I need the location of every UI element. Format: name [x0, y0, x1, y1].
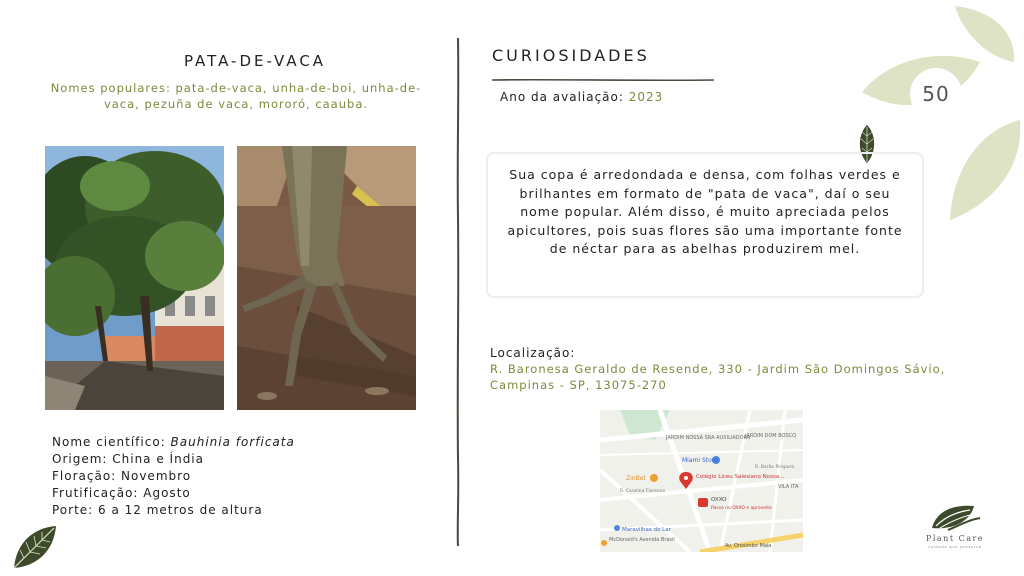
map-label: ZinBet	[626, 475, 646, 482]
popular-names: Nomes populares: pata-de-vaca, unha-de-boi, unha-de-vaca, pezuña de vaca, mororó, caauba.	[50, 81, 422, 111]
curiosities-title: CURIOSIDADES	[492, 46, 650, 65]
leaf-icon	[10, 522, 60, 576]
brand-logo-icon	[930, 502, 982, 536]
size-row: Porte: 6 a 12 metros de altura	[52, 503, 263, 517]
tree-trunk-photo	[237, 146, 416, 410]
fruiting-row: Frutificação: Agosto	[52, 486, 191, 500]
curiosity-text: Sua copa é arredondada e densa, com folhas verdes e brilhantes em formato de "pata de vaca", daí o seu nome popular. Além disso, é muito apreciada pelos apicultores, pois suas flores são uma importante fonte de néctar para as abelhas produzirem mel.	[507, 167, 903, 256]
map-label: VILA ITA	[778, 484, 799, 490]
map-label: JARDIM DOM BOSCO	[745, 433, 797, 439]
evaluation-year	[500, 90, 663, 104]
map-label: McDonald's Avenida Brasil	[609, 537, 675, 543]
origin-row: Origem: China e Índia	[52, 452, 204, 466]
map-label: R. Barão Pirapora	[755, 465, 795, 470]
scientific-name-value: Bauhinia forficata	[170, 435, 295, 449]
map-label: Maravilhas do Lar	[622, 527, 671, 533]
location-label: Localização:	[490, 346, 576, 360]
brand-tagline: cuidado que preserva	[927, 545, 983, 549]
page-divider	[456, 38, 460, 546]
tree-canopy-photo	[45, 146, 224, 410]
evaluation-year-value: 2023	[628, 90, 664, 104]
page-number-badge: 50	[910, 68, 962, 120]
map-label: JARDIM NOSSA SRA AUXILIADORA	[666, 435, 751, 441]
location-map[interactable]	[600, 410, 803, 552]
location-address: R. Baronesa Geraldo de Resende, 330 - Jardim São Domingos Sávio, Campinas - SP, 13075-270	[490, 362, 946, 392]
map-label: Colégio Liceu Salesiano Nossa...	[696, 474, 785, 480]
evaluation-year-label: Ano da avaliação:	[500, 90, 629, 104]
map-label: Miami Store	[682, 457, 718, 464]
plant-facts	[52, 434, 295, 519]
map-label: Passe no OXXO e aproveite	[711, 506, 772, 511]
plant-title: PATA-DE-VACA	[183, 52, 327, 70]
flowering-row: Floração: Novembro	[52, 469, 192, 483]
brand-name: Plant Care	[925, 534, 985, 543]
map-label: R. Carolina Florence	[620, 489, 665, 494]
title-underline	[492, 68, 714, 74]
map-label: OXXO	[711, 497, 727, 503]
scientific-name-label: Nome científico:	[52, 435, 171, 449]
map-label: Av. Orosimbo Maia	[725, 543, 772, 549]
scientific-name-row	[52, 434, 295, 451]
